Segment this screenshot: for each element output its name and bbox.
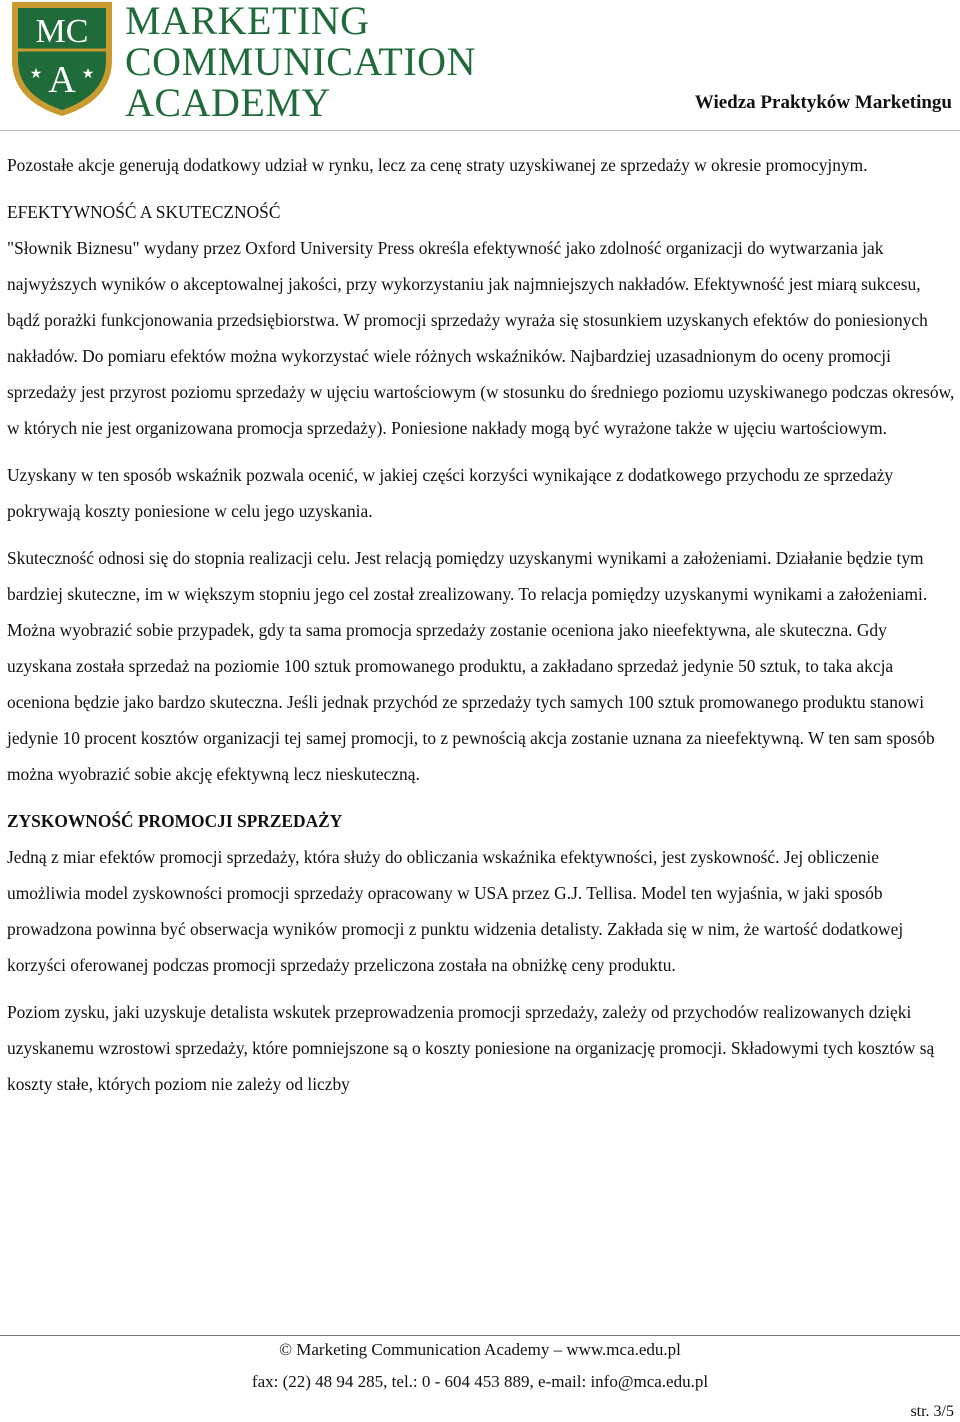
- footer-divider: [0, 1335, 960, 1336]
- page-number: str. 3/5: [910, 1403, 954, 1420]
- footer-copyright: © Marketing Communication Academy – www.mca.edu.pl: [279, 1340, 681, 1359]
- heading-efektywnosc: EFEKTYWNOŚĆ A SKUTECZNOŚĆ: [7, 202, 281, 222]
- paragraph-efektywnosc-definition: "Słownik Biznesu" wydany przez Oxford University Press określa efektywność jako zdolność organizacji do wytwarzania jak najwyższych wyników o akceptowalnej jakości, przy wykorzystaniu jak najmniejszych nakładów. Efektywność jest miarą sukcesu, bądź porażki funkcjonowania przedsiębiorstwa. W promocji sprzedaży wyraża się stosunkiem uzyskanych efektów do poniesionych nakładów. Do pomiaru efektów można wykorzystać wiele różnych wskaźników. Najbardziej uzasadnionym do oceny promocji sprzedaży jest przyrost poziomu sprzedaży w ujęciu wartościowym (w stosunku do średniego poziomu uzyskiwanego podczas okresów, w których nie jest organizowana promocja sprzedaży). Poniesione nakłady mogą być wyrażone także w ujęciu wartościowym.: [7, 238, 955, 438]
- brand-line-marketing: MARKETING: [125, 0, 370, 43]
- logo-letters-top: MC: [35, 13, 89, 50]
- logo-letters-bottom: A: [48, 59, 76, 101]
- header-divider: [0, 130, 960, 131]
- heading-zyskownosc: ZYSKOWNOŚĆ PROMOCJI SPRZEDAŻY: [7, 811, 343, 831]
- svg-text:★: ★: [81, 67, 95, 82]
- mca-logo: [8, 0, 116, 123]
- paragraph-intro: Pozostałe akcje generują dodatkowy udział w rynku, lecz za cenę straty uzyskiwanej ze sprzedaży w okresie promocyjnym.: [7, 155, 868, 175]
- paragraph-zyskownosc-model: Jedną z miar efektów promocji sprzedaży, która służy do obliczania wskaźnika efektywności, jest zyskowność. Jej obliczenie umożliwia model zyskowności promocji sprzedaży opracowany w USA przez G.J. Tellisa. Model ten wyjaśnia, w jaki sposób prowadzona powinna być obserwacja wyników promocji z punktu widzenia detalisty. Zakłada się w nim, że wartość dodatkowej korzyści oferowanej podczas promocji sprzedaży przeliczona została na obniżkę ceny produktu.: [7, 847, 904, 975]
- paragraph-wskaznik: Uzyskany w ten sposób wskaźnik pozwala ocenić, w jakiej części korzyści wynikające z dodatkowego przychodu ze sprzedaży pokrywają koszty poniesione w celu jego uzyskania.: [7, 465, 894, 521]
- brand-line-academy: ACADEMY: [125, 80, 331, 125]
- page-header: [0, 0, 960, 125]
- svg-text:★: ★: [29, 67, 43, 82]
- footer-contact: fax: (22) 48 94 285, tel.: 0 - 604 453 889, e-mail: info@mca.edu.pl: [251, 1372, 709, 1391]
- paragraph-skutecznosc: Skuteczność odnosi się do stopnia realizacji celu. Jest relacją pomiędzy uzyskanymi wynikami a założeniami. Działanie będzie tym bardziej skuteczne, im w większym stopniu jego cel został zrealizowany. To relacja pomiędzy uzyskanymi wynikami a założeniami. Można wyobrazić sobie przypadek, gdy ta sama promocja sprzedaży zostanie oceniona jako nieefektywna, ale skuteczna. Gdy uzyskana została sprzedaż na poziomie 100 sztuk promowanego produktu, a zakładano sprzedaż jedynie 50 sztuk, to taka akcja oceniona będzie jako bardzo skuteczna. Jeśli jednak przychód ze sprzedaży tych samych 100 sztuk promowanego produktu stanowi jedynie 10 procent kosztów organizacji tej samej promocji, to z pewnością akcja zostanie uznana za nieefektywną. W ten sam sposób można wyobrazić sobie akcję efektywną lecz nieskuteczną.: [7, 548, 935, 784]
- brand-line-communication: COMMUNICATION: [125, 39, 476, 84]
- header-tagline: Wiedza Praktyków Marketingu: [694, 92, 952, 113]
- paragraph-poziom-zysku: Poziom zysku, jaki uzyskuje detalista wskutek przeprowadzenia promocji sprzedaży, zależy od przychodów realizowanych dzięki uzyskanemu wzrostowi sprzedaży, które pomniejszone są o koszty poniesione na organizację promocji. Składowymi tych kosztów są koszty stałe, których poziom nie zależy od liczby: [7, 1002, 935, 1094]
- brand-wordmark: [125, 0, 476, 123]
- document-body: [7, 147, 955, 1113]
